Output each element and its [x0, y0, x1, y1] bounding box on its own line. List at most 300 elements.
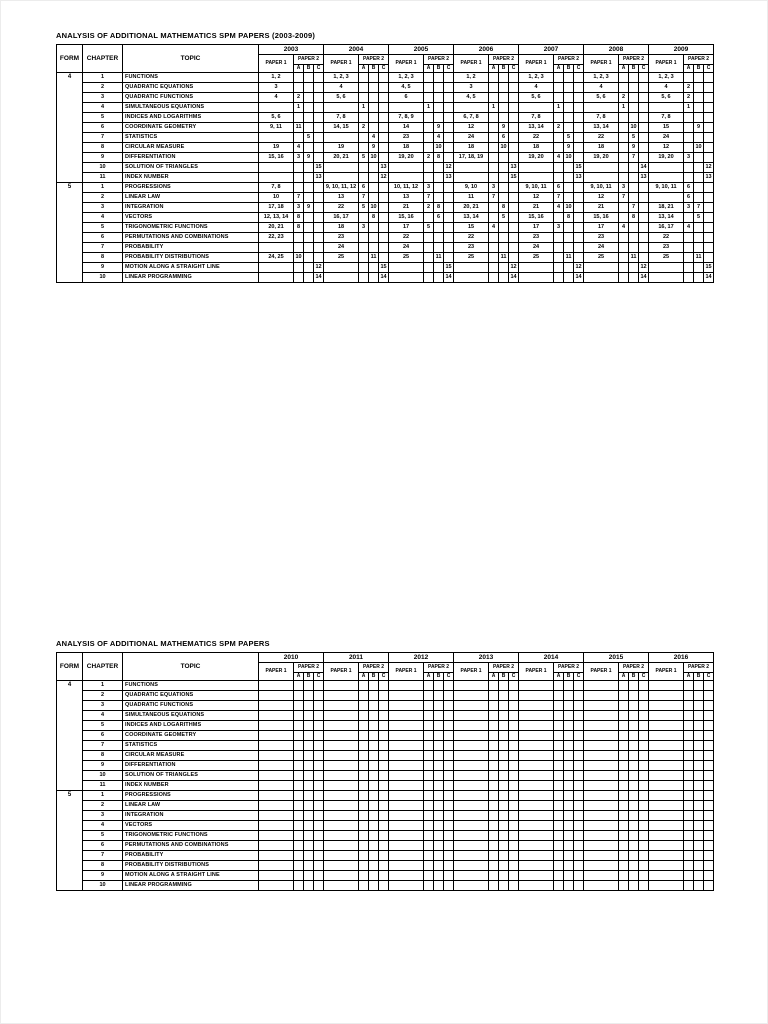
- paper2-section-c-cell: [444, 851, 454, 861]
- paper2-section-header: B: [694, 673, 704, 681]
- paper2-section-header: B: [499, 673, 509, 681]
- paper2-section-b-cell: [564, 851, 574, 861]
- paper1-questions: [389, 811, 424, 821]
- topic-name: PERMUTATIONS AND COMBINATIONS: [123, 233, 259, 243]
- paper2-section-a-cell: [619, 811, 629, 821]
- paper2-section-c-cell: [574, 751, 584, 761]
- paper1-questions: 1, 2: [259, 73, 294, 83]
- paper1-questions: 22: [454, 233, 489, 243]
- paper2-section-b-cell: [304, 791, 314, 801]
- paper2-section-b-cell: [564, 711, 574, 721]
- paper2-header: PAPER 2: [619, 663, 649, 673]
- paper1-questions: 17, 18, 19: [454, 153, 489, 163]
- paper2-section-c-cell: 13: [314, 173, 324, 183]
- paper2-section-b-cell: [434, 113, 444, 123]
- paper1-questions: [454, 273, 489, 283]
- paper2-section-c-cell: [704, 791, 714, 801]
- paper1-questions: [454, 751, 489, 761]
- paper1-questions: [389, 751, 424, 761]
- paper2-section-a-cell: [684, 721, 694, 731]
- paper1-questions: [324, 811, 359, 821]
- paper1-questions: [649, 731, 684, 741]
- paper2-section-c-cell: [509, 811, 519, 821]
- paper1-questions: 15: [454, 223, 489, 233]
- paper2-section-header: C: [379, 65, 389, 73]
- paper2-section-c-cell: [574, 691, 584, 701]
- paper2-section-c-cell: 15: [574, 163, 584, 173]
- paper2-section-a-cell: [294, 741, 304, 751]
- paper2-section-b-cell: [304, 821, 314, 831]
- paper1-questions: [389, 263, 424, 273]
- paper2-section-a-cell: 2: [424, 153, 434, 163]
- paper2-section-b-cell: [369, 801, 379, 811]
- paper2-section-a-cell: [554, 861, 564, 871]
- paper2-section-b-cell: [434, 801, 444, 811]
- paper2-section-b-cell: [499, 831, 509, 841]
- paper1-questions: 13, 14: [649, 213, 684, 223]
- paper1-questions: 19, 20: [649, 153, 684, 163]
- paper2-section-c-cell: [574, 741, 584, 751]
- paper2-section-a-cell: 4: [294, 143, 304, 153]
- paper1-questions: [649, 173, 684, 183]
- paper2-section-header: C: [704, 65, 714, 73]
- paper1-questions: [324, 871, 359, 881]
- paper2-section-b-cell: [304, 113, 314, 123]
- paper1-questions: [389, 711, 424, 721]
- paper2-section-a-cell: [294, 83, 304, 93]
- paper2-section-a-cell: [424, 781, 434, 791]
- paper2-section-c-cell: [509, 73, 519, 83]
- paper1-questions: [519, 851, 554, 861]
- table-row: [57, 123, 714, 133]
- paper2-section-b-cell: [304, 103, 314, 113]
- paper2-section-c-cell: [509, 851, 519, 861]
- paper1-questions: 21: [389, 203, 424, 213]
- paper2-section-b-cell: [499, 761, 509, 771]
- paper2-section-header: A: [424, 65, 434, 73]
- paper2-section-b-cell: [369, 741, 379, 751]
- paper2-section-b-cell: [564, 93, 574, 103]
- paper2-section-b-cell: [434, 273, 444, 283]
- paper2-section-c-cell: [704, 821, 714, 831]
- paper1-questions: [389, 861, 424, 871]
- paper1-questions: [389, 791, 424, 801]
- paper1-questions: [324, 133, 359, 143]
- paper2-section-a-cell: [489, 831, 499, 841]
- paper2-section-c-cell: [574, 881, 584, 891]
- paper1-questions: [649, 701, 684, 711]
- paper1-questions: 17: [389, 223, 424, 233]
- paper2-section-a-cell: [684, 213, 694, 223]
- paper2-section-b-cell: [304, 233, 314, 243]
- paper2-section-b-cell: 9: [564, 143, 574, 153]
- paper1-questions: 5, 6: [584, 93, 619, 103]
- paper2-section-a-cell: [424, 791, 434, 801]
- paper2-section-a-cell: 2: [684, 83, 694, 93]
- year-header: 2004: [324, 45, 389, 55]
- paper2-section-a-cell: [294, 761, 304, 771]
- paper2-section-b-cell: [694, 93, 704, 103]
- paper2-section-b-cell: [304, 143, 314, 153]
- paper2-section-b-cell: [564, 113, 574, 123]
- paper2-section-a-cell: 3: [619, 183, 629, 193]
- paper2-section-c-cell: [574, 701, 584, 711]
- paper2-section-b-cell: [369, 781, 379, 791]
- paper2-section-a-cell: 7: [294, 193, 304, 203]
- paper2-section-c-cell: [314, 183, 324, 193]
- paper2-header: PAPER 2: [489, 55, 519, 65]
- paper2-section-b-cell: [629, 771, 639, 781]
- paper2-section-header: A: [554, 65, 564, 73]
- paper1-questions: 13: [324, 193, 359, 203]
- paper2-section-a-cell: [554, 143, 564, 153]
- paper2-section-a-cell: [359, 761, 369, 771]
- paper2-section-b-cell: [694, 781, 704, 791]
- paper2-section-c-cell: [444, 781, 454, 791]
- table-row: [57, 273, 714, 283]
- analysis-table-2010-2016-container: [56, 652, 714, 891]
- paper1-questions: 9, 10, 11: [519, 183, 554, 193]
- paper2-section-c-cell: [379, 861, 389, 871]
- paper1-questions: 13, 14: [584, 123, 619, 133]
- paper2-section-a-cell: [424, 73, 434, 83]
- paper2-section-c-cell: [314, 123, 324, 133]
- paper2-section-b-cell: [694, 223, 704, 233]
- paper1-questions: [324, 831, 359, 841]
- paper1-questions: 13, 14: [519, 123, 554, 133]
- paper2-section-b-cell: [694, 681, 704, 691]
- paper2-section-a-cell: [359, 741, 369, 751]
- paper2-section-b-cell: [629, 831, 639, 841]
- paper1-questions: [584, 751, 619, 761]
- paper2-section-b-cell: [434, 751, 444, 761]
- paper2-section-c-cell: [509, 781, 519, 791]
- chapter-number: 1: [83, 183, 123, 193]
- paper1-questions: 3: [454, 83, 489, 93]
- paper1-questions: [324, 701, 359, 711]
- paper2-section-c-cell: [574, 811, 584, 821]
- paper2-section-c-cell: [314, 701, 324, 711]
- paper2-section-a-cell: [294, 183, 304, 193]
- paper2-section-b-cell: 9: [694, 123, 704, 133]
- paper1-questions: 1, 2, 3: [324, 73, 359, 83]
- chapter-number: 2: [83, 691, 123, 701]
- paper2-header: PAPER 2: [359, 663, 389, 673]
- paper2-section-header: A: [619, 673, 629, 681]
- paper1-questions: [454, 103, 489, 113]
- paper2-section-c-cell: [639, 861, 649, 871]
- paper2-section-b-cell: [499, 183, 509, 193]
- paper1-questions: 22: [324, 203, 359, 213]
- paper1-questions: 19: [259, 143, 294, 153]
- paper2-section-a-cell: 1: [424, 103, 434, 113]
- paper2-section-a-cell: 1: [489, 103, 499, 113]
- paper2-section-a-cell: [359, 113, 369, 123]
- paper1-questions: [649, 751, 684, 761]
- paper2-section-b-cell: [564, 243, 574, 253]
- paper2-section-b-cell: [434, 243, 444, 253]
- paper1-questions: [454, 173, 489, 183]
- paper2-section-c-cell: [509, 731, 519, 741]
- paper2-section-b-cell: [304, 751, 314, 761]
- paper2-section-a-cell: [489, 163, 499, 173]
- paper2-section-b-cell: [434, 721, 444, 731]
- paper2-section-c-cell: [574, 821, 584, 831]
- topic-name: SOLUTION OF TRIANGLES: [123, 163, 259, 173]
- paper1-questions: [259, 851, 294, 861]
- topic-name: MOTION ALONG A STRAIGHT LINE: [123, 263, 259, 273]
- paper1-questions: [584, 781, 619, 791]
- paper2-section-b-cell: [304, 731, 314, 741]
- paper2-section-c-cell: 14: [509, 273, 519, 283]
- paper2-section-b-cell: 5: [564, 133, 574, 143]
- paper2-section-b-cell: [369, 691, 379, 701]
- paper2-section-a-cell: [359, 691, 369, 701]
- paper2-section-c-cell: [639, 741, 649, 751]
- paper2-header: PAPER 2: [489, 663, 519, 673]
- paper1-questions: 7, 8: [584, 113, 619, 123]
- paper2-section-b-cell: [629, 193, 639, 203]
- paper2-section-b-cell: [629, 821, 639, 831]
- paper2-section-c-cell: [704, 701, 714, 711]
- paper2-header: PAPER 2: [359, 55, 389, 65]
- paper2-section-b-cell: [629, 861, 639, 871]
- paper2-section-b-cell: [564, 761, 574, 771]
- paper2-section-b-cell: [564, 871, 574, 881]
- paper2-section-a-cell: [424, 871, 434, 881]
- paper2-section-a-cell: [424, 123, 434, 133]
- paper2-section-b-cell: [564, 173, 574, 183]
- paper2-section-a-cell: [554, 791, 564, 801]
- table-row: [57, 153, 714, 163]
- paper2-section-b-cell: [434, 841, 444, 851]
- paper2-section-c-cell: [444, 771, 454, 781]
- paper2-section-b-cell: [564, 83, 574, 93]
- paper2-section-c-cell: [444, 751, 454, 761]
- table-row: [57, 801, 714, 811]
- paper2-section-a-cell: [424, 691, 434, 701]
- paper2-section-b-cell: [369, 93, 379, 103]
- paper2-section-b-cell: [499, 721, 509, 731]
- table-row: [57, 851, 714, 861]
- paper1-questions: 18: [454, 143, 489, 153]
- paper2-section-a-cell: [684, 851, 694, 861]
- paper2-section-c-cell: 14: [639, 163, 649, 173]
- paper2-section-c-cell: [444, 801, 454, 811]
- topic-name: LINEAR PROGRAMMING: [123, 881, 259, 891]
- paper2-section-b-cell: [629, 163, 639, 173]
- paper2-section-c-cell: [509, 123, 519, 133]
- paper2-section-a-cell: [359, 751, 369, 761]
- paper2-section-header: C: [379, 673, 389, 681]
- paper1-questions: [519, 881, 554, 891]
- paper1-questions: [324, 731, 359, 741]
- paper2-section-b-cell: 10: [694, 143, 704, 153]
- paper2-section-c-cell: [379, 811, 389, 821]
- paper2-section-a-cell: [554, 881, 564, 891]
- paper2-section-b-cell: [304, 163, 314, 173]
- paper2-section-a-cell: [489, 133, 499, 143]
- header-row-years: [57, 653, 714, 663]
- paper1-questions: [259, 103, 294, 113]
- paper2-section-a-cell: 11: [294, 123, 304, 133]
- paper2-section-a-cell: [424, 273, 434, 283]
- paper2-section-c-cell: [574, 223, 584, 233]
- paper1-questions: 3: [259, 83, 294, 93]
- paper1-questions: [389, 881, 424, 891]
- paper2-section-a-cell: [684, 711, 694, 721]
- paper2-section-b-cell: [499, 691, 509, 701]
- paper2-section-b-cell: [694, 761, 704, 771]
- paper2-section-c-cell: [379, 113, 389, 123]
- paper1-questions: 6: [389, 93, 424, 103]
- paper2-section-header: A: [359, 65, 369, 73]
- paper2-section-c-cell: [704, 691, 714, 701]
- paper1-questions: [454, 691, 489, 701]
- paper2-section-a-cell: [684, 821, 694, 831]
- paper1-questions: [259, 771, 294, 781]
- paper2-section-b-cell: [499, 751, 509, 761]
- paper2-section-a-cell: [554, 213, 564, 223]
- paper2-section-b-cell: [564, 801, 574, 811]
- paper2-section-header: B: [629, 65, 639, 73]
- paper2-section-c-cell: [639, 193, 649, 203]
- chapter-number: 9: [83, 153, 123, 163]
- paper2-section-a-cell: [489, 273, 499, 283]
- paper1-questions: 22, 23: [259, 233, 294, 243]
- paper1-questions: 22: [519, 133, 554, 143]
- paper2-section-c-cell: [704, 751, 714, 761]
- paper2-section-c-cell: [574, 831, 584, 841]
- paper2-section-c-cell: [379, 711, 389, 721]
- paper2-section-b-cell: [499, 681, 509, 691]
- paper2-section-b-cell: [499, 233, 509, 243]
- paper2-section-c-cell: [704, 771, 714, 781]
- paper2-section-a-cell: [489, 253, 499, 263]
- paper2-section-c-cell: [444, 691, 454, 701]
- paper2-section-c-cell: [574, 143, 584, 153]
- paper2-section-c-cell: [704, 133, 714, 143]
- paper2-section-a-cell: [619, 881, 629, 891]
- paper2-section-a-cell: [489, 741, 499, 751]
- paper2-section-a-cell: [424, 861, 434, 871]
- paper2-section-c-cell: [639, 761, 649, 771]
- paper1-header: PAPER 1: [389, 55, 424, 73]
- paper2-section-c-cell: [379, 821, 389, 831]
- chapter-number: 6: [83, 123, 123, 133]
- paper2-section-c-cell: [574, 711, 584, 721]
- paper2-section-b-cell: [499, 771, 509, 781]
- paper1-questions: [324, 761, 359, 771]
- paper1-questions: [649, 781, 684, 791]
- paper1-questions: [519, 841, 554, 851]
- paper2-section-a-cell: [424, 701, 434, 711]
- paper2-section-c-cell: [379, 103, 389, 113]
- paper2-section-b-cell: [629, 93, 639, 103]
- table-row: [57, 731, 714, 741]
- paper2-section-a-cell: [619, 871, 629, 881]
- paper2-section-a-cell: [294, 881, 304, 891]
- paper2-section-b-cell: [369, 861, 379, 871]
- paper1-questions: [259, 133, 294, 143]
- paper2-section-a-cell: [359, 93, 369, 103]
- paper2-section-header: A: [684, 65, 694, 73]
- paper2-section-a-cell: [489, 821, 499, 831]
- topic-name: INDICES AND LOGARITHMS: [123, 113, 259, 123]
- paper2-section-b-cell: [369, 103, 379, 113]
- table-row: [57, 861, 714, 871]
- paper2-section-b-cell: [304, 253, 314, 263]
- paper2-section-b-cell: [499, 711, 509, 721]
- paper2-section-c-cell: [444, 711, 454, 721]
- paper2-section-header: C: [509, 65, 519, 73]
- paper2-section-b-cell: [434, 821, 444, 831]
- paper2-section-b-cell: [369, 881, 379, 891]
- paper2-section-c-cell: [639, 791, 649, 801]
- table-header: [57, 653, 714, 681]
- paper2-section-header: B: [564, 673, 574, 681]
- paper2-section-b-cell: [304, 771, 314, 781]
- paper2-section-c-cell: [379, 123, 389, 133]
- paper1-questions: [649, 871, 684, 881]
- paper2-section-b-cell: [564, 821, 574, 831]
- paper2-section-a-cell: [489, 153, 499, 163]
- paper1-questions: 15, 16: [584, 213, 619, 223]
- paper2-section-b-cell: [434, 811, 444, 821]
- paper2-section-c-cell: [509, 213, 519, 223]
- paper2-section-a-cell: 1: [684, 103, 694, 113]
- paper2-section-c-cell: [379, 133, 389, 143]
- paper2-section-c-cell: 13: [379, 163, 389, 173]
- paper2-section-b-cell: 9: [499, 123, 509, 133]
- paper2-section-a-cell: [619, 173, 629, 183]
- paper2-section-c-cell: [704, 93, 714, 103]
- paper1-questions: [584, 841, 619, 851]
- paper2-section-a-cell: [619, 741, 629, 751]
- paper2-section-a-cell: [489, 771, 499, 781]
- paper1-questions: [389, 871, 424, 881]
- paper2-section-c-cell: [509, 881, 519, 891]
- paper1-questions: [454, 711, 489, 721]
- paper2-section-b-cell: [369, 273, 379, 283]
- topic-name: STATISTICS: [123, 741, 259, 751]
- table-row: [57, 741, 714, 751]
- paper2-section-b-cell: [629, 881, 639, 891]
- paper1-questions: [519, 821, 554, 831]
- chapter-number: 5: [83, 831, 123, 841]
- paper2-section-c-cell: [444, 223, 454, 233]
- paper2-section-c-cell: [704, 881, 714, 891]
- paper2-section-b-cell: [629, 83, 639, 93]
- paper1-questions: [389, 761, 424, 771]
- paper2-section-c-cell: [444, 871, 454, 881]
- paper2-section-c-cell: 15: [509, 173, 519, 183]
- paper1-questions: [389, 273, 424, 283]
- paper1-questions: 4: [519, 83, 554, 93]
- paper2-section-a-cell: [619, 771, 629, 781]
- table-row: [57, 721, 714, 731]
- paper2-section-a-cell: [424, 771, 434, 781]
- table-row: [57, 103, 714, 113]
- paper2-section-c-cell: [314, 223, 324, 233]
- paper2-section-c-cell: [574, 721, 584, 731]
- paper1-questions: [259, 701, 294, 711]
- chapter-number: 4: [83, 213, 123, 223]
- paper1-questions: 11: [454, 193, 489, 203]
- paper2-section-a-cell: [424, 751, 434, 761]
- table-row: [57, 771, 714, 781]
- paper2-section-b-cell: [499, 163, 509, 173]
